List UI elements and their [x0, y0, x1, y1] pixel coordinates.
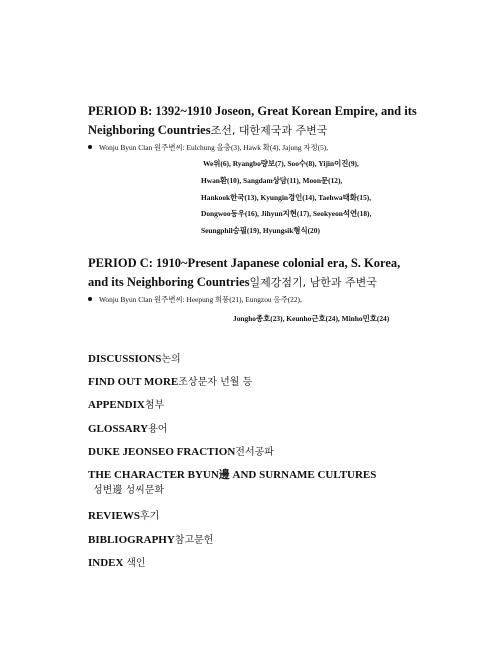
- section-kr: 색인: [126, 558, 146, 569]
- section-character-byun: [88, 468, 376, 483]
- period-b-heading-line2-kr: 조선, 대한제국과 주변국: [210, 124, 328, 137]
- period-c-names-line: Jongho종호(23), Keunho근호(24), Minho민호(24): [233, 314, 390, 323]
- period-b-names-line: Seungphil승필(19), Hyungsik형식(20): [201, 226, 320, 235]
- bullet-icon: [88, 297, 92, 301]
- section-kr: 논의: [161, 354, 181, 365]
- section-character-byun-sub: 성변邊 성씨문화: [93, 485, 165, 496]
- section-en: DUKE JEONSEO FRACTION: [88, 446, 236, 458]
- section-en: GLOSSARY: [88, 423, 149, 435]
- period-b-heading: [88, 102, 418, 140]
- period-c-heading: [88, 254, 418, 292]
- section-en: REVIEWS: [88, 510, 140, 522]
- section-kr: 조상문자 년월 등: [178, 377, 253, 388]
- period-b-heading-line2-en: Neighboring Countries: [88, 123, 211, 137]
- section-en: FIND OUT MORE: [88, 376, 179, 388]
- period-c-heading-line1: PERIOD C: 1910~Present Japanese colonial era, S. Korea,: [88, 256, 401, 270]
- period-c-bullet-text: Wonju Byun Clan 원주변씨: Heepung 희풍(21), Eungzou 응주(22),: [99, 295, 302, 304]
- section-kr: 첨부: [144, 400, 165, 411]
- section-duke-jeonseo: [88, 445, 274, 460]
- period-b-names-line: We위(6), Ryangbo량보(7), Soo수(8), Yijin이진(9),: [203, 159, 359, 168]
- period-c-heading-line2-kr: 일제강점기, 남한과 주변국: [249, 276, 377, 289]
- section-index: [88, 556, 146, 571]
- section-kr: 용어: [148, 424, 168, 435]
- section-en: INDEX: [88, 557, 127, 569]
- section-en: THE CHARACTER BYUN邊 AND SURNAME CULTURES: [88, 469, 377, 481]
- period-b-names-line: Hankook한국(13), Kyungin경인(14), Taehwa태화(15),: [201, 193, 372, 202]
- section-en: DISCUSSIONS: [88, 353, 162, 365]
- section-kr: 후기: [139, 511, 160, 522]
- section-reviews: [88, 509, 159, 524]
- section-kr: 참고문헌: [174, 535, 214, 546]
- section-appendix: [88, 398, 164, 413]
- period-b-bullet: [88, 143, 328, 153]
- section-bibliography: [88, 533, 213, 548]
- section-find-out-more: [88, 375, 252, 390]
- period-b-heading-line2: [88, 121, 418, 140]
- section-kr: 전서공파: [235, 447, 274, 458]
- section-en: BIBLIOGRAPHY: [88, 534, 175, 546]
- bullet-icon: [88, 145, 92, 149]
- section-glossary: [88, 422, 167, 437]
- period-c-bullet: [88, 295, 302, 305]
- period-c-heading-line2: [88, 273, 418, 292]
- period-b-names-line: Dongwoo동우(16), Jihyun지현(17), Seokyeon석연(18),: [201, 209, 372, 218]
- section-discussions: [88, 352, 181, 367]
- period-b-bullet-text: Wonju Byun Clan 원주변씨: Eulchung 을충(3), Hawk 확(4), Jajung 자정(5),: [99, 143, 329, 152]
- section-en: APPENDIX: [88, 399, 145, 411]
- period-b-heading-line1: PERIOD B: 1392~1910 Joseon, Great Korean Empire, and its: [88, 104, 417, 118]
- period-c-heading-line2-en: and its Neighboring Countries: [88, 275, 250, 289]
- period-b-names-line: Hwan환(10), Sangdam상담(11), Moon문(12),: [201, 176, 343, 185]
